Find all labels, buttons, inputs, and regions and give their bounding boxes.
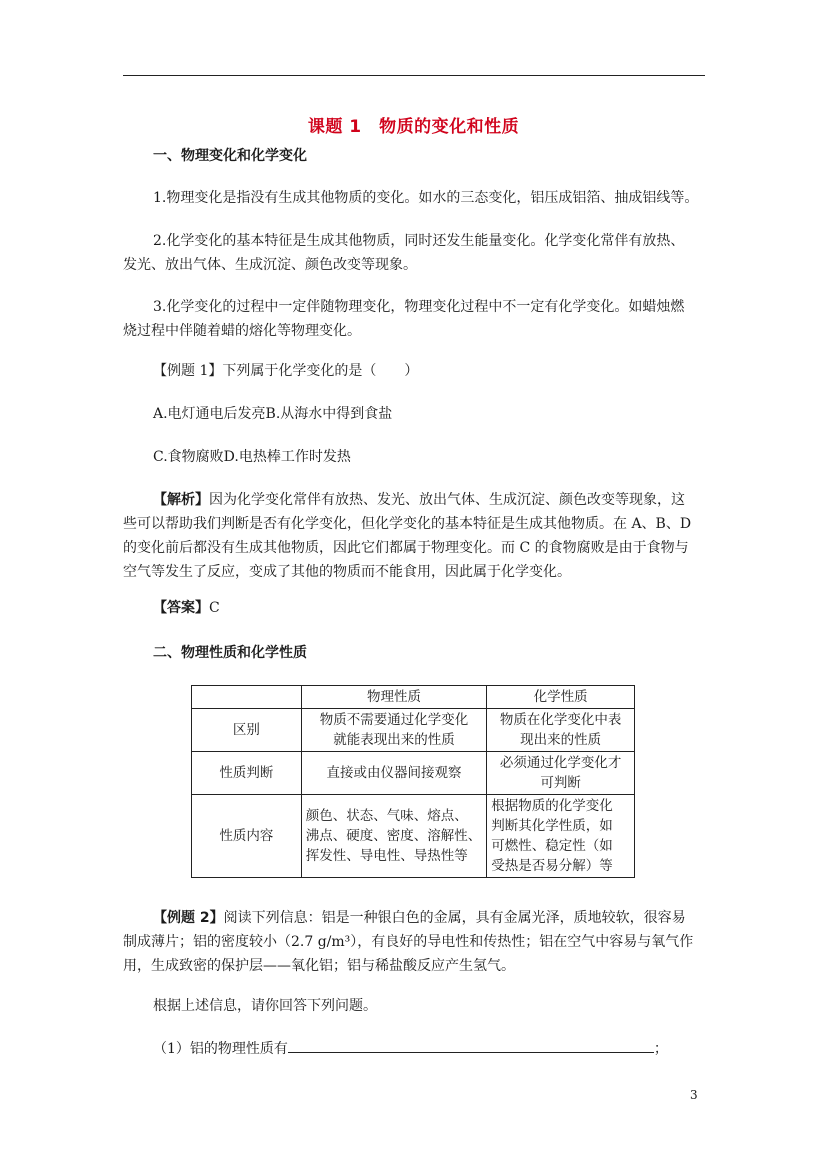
example2-label: 【例题 2】 bbox=[153, 910, 224, 926]
paragraph-3 bbox=[123, 295, 705, 343]
answer-label: 【答案】 bbox=[153, 600, 209, 616]
analysis-line: 空气等发生了反应，变成了其他的物质而不能食用，因此属于化学变化。 bbox=[123, 564, 571, 580]
paragraph-3-line: 烧过程中伴随着蜡的熔化等物理变化。 bbox=[123, 323, 361, 339]
physical-cell: 直接或由仪器间接观察 bbox=[301, 752, 487, 795]
example2-line: 制成薄片；铝的密度较小（2.7 g/m³），有良好的导电性和传热性；铝在空气中容易与氧气作 bbox=[123, 934, 694, 950]
example2-line: 用，生成致密的保护层——氧化铝；铝与稀盐酸反应产生氢气。 bbox=[123, 958, 515, 974]
table-header-cell bbox=[192, 686, 302, 709]
analysis-line: 些可以帮助我们判断是否有化学变化，但化学变化的基本特征是生成其他物质。在 A、B、D bbox=[123, 516, 692, 532]
table-row bbox=[192, 752, 635, 795]
table-row bbox=[192, 795, 635, 878]
example1-question bbox=[123, 359, 705, 383]
question-1 bbox=[123, 1037, 705, 1061]
answer-blank[interactable] bbox=[288, 1038, 654, 1053]
analysis-line: 的变化前后都没有生成其他物质，因此它们都属于物理变化。而 C 的食物腐败是由于食物与 bbox=[123, 540, 689, 556]
example2-text bbox=[123, 906, 705, 978]
row-label: 区别 bbox=[192, 709, 302, 752]
physical-cell: 颜色、状态、气味、熔点、 沸点、硬度、密度、溶解性、 挥发性、导电性、导热性等 bbox=[301, 795, 487, 878]
table-header-row bbox=[192, 686, 635, 709]
example2-prompt bbox=[123, 994, 705, 1018]
paragraph-2-line: 发光、放出气体、生成沉淀、颜色改变等现象。 bbox=[123, 257, 417, 273]
example1-analysis bbox=[123, 488, 705, 584]
example1-options-ab bbox=[123, 402, 705, 426]
table-row bbox=[192, 709, 635, 752]
example1-options-cd bbox=[123, 445, 705, 469]
example2-line: 阅读下列信息：铝是一种银白色的金属，具有金属光泽，质地较软，很容易 bbox=[223, 910, 686, 926]
paragraph-1-line: 1.物理变化是指没有生成其他物质的变化。如水的三态变化，铝压成铝箔、抽成铝线等。 bbox=[153, 190, 699, 206]
paragraph-2 bbox=[123, 229, 705, 277]
example1-question-text: 下列属于化学变化的是（ ） bbox=[222, 363, 419, 379]
analysis-line: 因为化学变化常伴有放热、发光、放出气体、生成沉淀、颜色改变等现象，这 bbox=[209, 492, 685, 508]
header-rule bbox=[123, 75, 705, 76]
section2-heading: 二、物理性质和化学性质 bbox=[153, 645, 307, 661]
chemical-cell: 物质在化学变化中表 现出来的性质 bbox=[487, 709, 635, 752]
row-label: 性质判断 bbox=[192, 752, 302, 795]
answer-value: C bbox=[209, 600, 220, 616]
example1-label: 【例题 1】 bbox=[153, 363, 223, 379]
question-1-text: （1）铝的物理性质有 bbox=[153, 1041, 288, 1057]
analysis-label: 【解析】 bbox=[153, 492, 209, 508]
options-cd-text: C.食物腐败D.电热棒工作时发热 bbox=[153, 449, 351, 465]
page-number: 3 bbox=[690, 1088, 698, 1102]
chemical-cell: 根据物质的化学变化 判断其化学性质，如 可燃性、稳定性（如 受热是否易分解）等 bbox=[487, 795, 635, 878]
table-header-cell: 物理性质 bbox=[301, 686, 487, 709]
physical-cell: 物质不需要通过化学变化 就能表现出来的性质 bbox=[301, 709, 487, 752]
paragraph-1 bbox=[123, 186, 705, 210]
chemical-cell: 必须通过化学变化才 可判断 bbox=[487, 752, 635, 795]
options-ab-text: A.电灯通电后发亮B.从海水中得到食盐 bbox=[153, 406, 393, 422]
question-1-end: ； bbox=[653, 1041, 668, 1057]
example2-prompt-text: 根据上述信息，请你回答下列问题。 bbox=[153, 998, 377, 1014]
paragraph-3-line: 3.化学变化的过程中一定伴随物理变化，物理变化过程中不一定有化学变化。如蜡烛燃 bbox=[153, 299, 685, 315]
table-header-cell: 化学性质 bbox=[487, 686, 635, 709]
paragraph-2-line: 2.化学变化的基本特征是生成其他物质，同时还发生能量变化。化学变化常伴有放热、 bbox=[153, 233, 685, 249]
example1-answer bbox=[123, 596, 705, 620]
page-title: 课题 1 物质的变化和性质 bbox=[307, 117, 520, 137]
properties-table bbox=[191, 685, 635, 878]
row-label: 性质内容 bbox=[192, 795, 302, 878]
section1-heading: 一、物理变化和化学变化 bbox=[153, 148, 307, 164]
